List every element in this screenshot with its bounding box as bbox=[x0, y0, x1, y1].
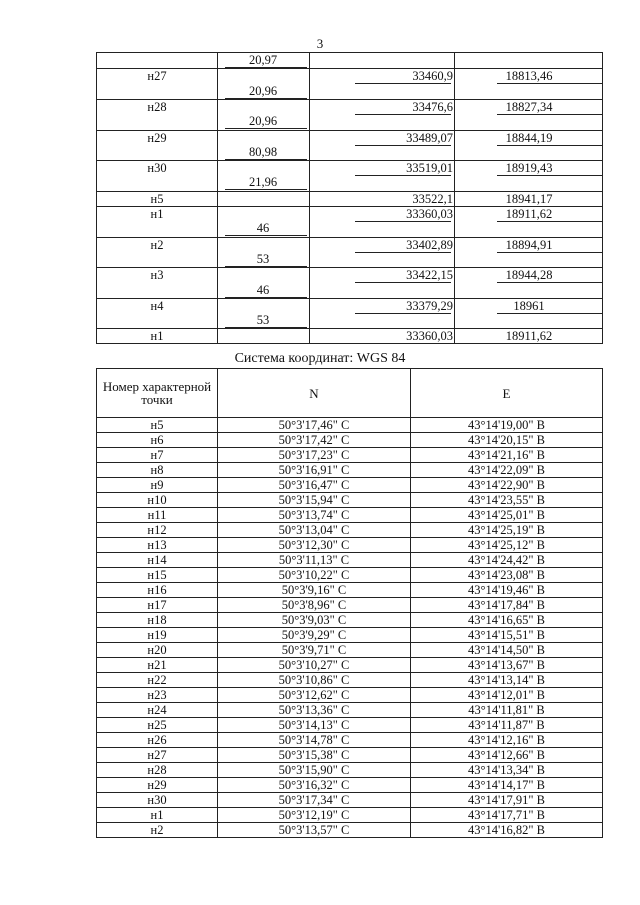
n-coordinate: 50°3'13,36" С bbox=[278, 702, 350, 717]
point-name-cell bbox=[97, 808, 218, 823]
point-name-cell bbox=[97, 628, 218, 643]
table-row bbox=[97, 418, 603, 433]
n-coordinate: 50°3'8,96" С bbox=[281, 597, 347, 612]
e-coordinate: 43°14'19,46" В bbox=[468, 582, 545, 597]
point-name-cell bbox=[97, 613, 218, 628]
e-coordinate: 43°14'25,19" В bbox=[468, 522, 545, 537]
n-coordinate: 50°3'10,27" С bbox=[278, 657, 350, 672]
e-coordinate-cell bbox=[411, 433, 603, 448]
table-row bbox=[97, 553, 603, 568]
point-name: н1 bbox=[150, 807, 164, 822]
x-coordinate: 33519,01 bbox=[406, 161, 453, 176]
n-coordinate: 50°3'9,29" С bbox=[281, 627, 347, 642]
point-name: н30 bbox=[147, 161, 167, 176]
point-name: н26 bbox=[147, 732, 167, 747]
point-name-cell bbox=[97, 793, 218, 808]
x-coordinate: 33360,03 bbox=[406, 207, 453, 221]
point-name: н24 bbox=[147, 702, 167, 717]
n-coordinate-cell bbox=[218, 703, 411, 718]
n-coordinate-cell bbox=[218, 538, 411, 553]
point-name: н19 bbox=[147, 627, 167, 642]
x-coordinate: 33489,07 bbox=[406, 130, 453, 145]
table-row bbox=[97, 778, 603, 793]
x-coordinate: 33379,29 bbox=[406, 298, 453, 313]
n-coordinate: 50°3'17,23" С bbox=[278, 447, 350, 462]
point-name-cell bbox=[97, 493, 218, 508]
point-name: н7 bbox=[150, 447, 164, 462]
n-coordinate-cell bbox=[218, 628, 411, 643]
e-coordinate-cell bbox=[411, 748, 603, 763]
table-row bbox=[97, 433, 603, 448]
point-name: н28 bbox=[147, 99, 167, 114]
point-name: н28 bbox=[147, 762, 167, 777]
n-coordinate: 50°3'17,34" С bbox=[278, 792, 350, 807]
y-coordinate: 18961 bbox=[513, 298, 545, 313]
distance-row bbox=[97, 221, 602, 236]
distance-row bbox=[97, 145, 602, 160]
table-row bbox=[97, 763, 603, 778]
n-coordinate-cell bbox=[218, 673, 411, 688]
n-coordinate: 50°3'13,57" С bbox=[278, 822, 350, 837]
boundary-table bbox=[96, 52, 603, 344]
e-coordinate-cell bbox=[411, 553, 603, 568]
e-coordinate-cell bbox=[411, 763, 603, 778]
point-name: н21 bbox=[147, 657, 167, 672]
table-row bbox=[97, 748, 603, 763]
point-name: н4 bbox=[150, 298, 164, 313]
point-name: н27 bbox=[147, 747, 167, 762]
point-name: н1 bbox=[150, 329, 164, 344]
point-name-cell bbox=[97, 463, 218, 478]
y-coordinate: 18827,34 bbox=[505, 99, 553, 114]
e-coordinate-cell bbox=[411, 463, 603, 478]
distance-value: 21,96 bbox=[248, 175, 278, 190]
point-name: н1 bbox=[150, 207, 164, 221]
e-coordinate: 43°14'14,50" В bbox=[468, 642, 545, 657]
table-row bbox=[97, 793, 603, 808]
x-coordinate: 33522,1 bbox=[412, 191, 453, 206]
n-coordinate: 50°3'14,78" С bbox=[278, 732, 350, 747]
table-row bbox=[97, 613, 603, 628]
n-coordinate-cell bbox=[218, 643, 411, 658]
point-name: н17 bbox=[147, 597, 167, 612]
y-coordinate: 18941,17 bbox=[505, 191, 553, 206]
point-row bbox=[97, 328, 602, 344]
point-name-cell bbox=[97, 703, 218, 718]
x-coordinate: 33422,15 bbox=[406, 268, 453, 283]
n-coordinate: 50°3'15,90" С bbox=[278, 762, 350, 777]
point-name-cell bbox=[97, 688, 218, 703]
point-name-cell bbox=[97, 523, 218, 538]
point-name: н13 bbox=[147, 537, 167, 552]
n-coordinate-cell bbox=[218, 733, 411, 748]
point-name-cell bbox=[97, 538, 218, 553]
point-name: н10 bbox=[147, 492, 167, 507]
n-coordinate-cell bbox=[218, 808, 411, 823]
e-coordinate-cell bbox=[411, 493, 603, 508]
table-row bbox=[97, 568, 603, 583]
table-row bbox=[97, 808, 603, 823]
point-row bbox=[97, 298, 602, 314]
point-name: н27 bbox=[147, 69, 167, 84]
n-coordinate-cell bbox=[218, 598, 411, 613]
n-coordinate-cell bbox=[218, 418, 411, 433]
point-name: н3 bbox=[150, 268, 164, 283]
table-row bbox=[97, 448, 603, 463]
distance-value: 80,98 bbox=[248, 144, 278, 159]
table-row bbox=[97, 463, 603, 478]
table-row bbox=[97, 598, 603, 613]
n-coordinate: 50°3'17,42" С bbox=[278, 432, 350, 447]
point-name: н23 bbox=[147, 687, 167, 702]
point-row bbox=[97, 191, 602, 207]
point-row bbox=[97, 130, 602, 146]
page-number: 3 bbox=[316, 36, 324, 51]
e-coordinate-cell bbox=[411, 658, 603, 673]
e-coordinate-cell bbox=[411, 448, 603, 463]
y-coordinate: 18944,28 bbox=[505, 268, 553, 283]
coordinates-table bbox=[96, 368, 603, 838]
distance-row bbox=[97, 313, 602, 328]
point-name: н18 bbox=[147, 612, 167, 627]
n-coordinate-cell bbox=[218, 553, 411, 568]
y-coordinate: 18813,46 bbox=[505, 69, 553, 84]
e-coordinate: 43°14'12,66" В bbox=[468, 747, 545, 762]
e-coordinate-cell bbox=[411, 418, 603, 433]
e-coordinate: 43°14'11,81" В bbox=[468, 702, 545, 717]
n-coordinate: 50°3'12,19" С bbox=[278, 807, 350, 822]
point-name: н2 bbox=[150, 822, 164, 837]
table-row bbox=[97, 703, 603, 718]
e-coordinate: 43°14'17,91" В bbox=[468, 792, 545, 807]
y-coordinate: 18911,62 bbox=[505, 207, 553, 221]
x-coordinate: 33476,6 bbox=[412, 99, 453, 114]
e-coordinate-cell bbox=[411, 793, 603, 808]
point-name-cell bbox=[97, 553, 218, 568]
n-coordinate-cell bbox=[218, 433, 411, 448]
point-name-cell bbox=[97, 433, 218, 448]
point-row bbox=[97, 237, 602, 253]
table-row bbox=[97, 733, 603, 748]
n-coordinate-cell bbox=[218, 763, 411, 778]
point-row bbox=[97, 68, 602, 84]
x-coordinate: 33360,03 bbox=[406, 329, 453, 344]
e-coordinate: 43°14'13,34" В bbox=[468, 762, 545, 777]
e-coordinate-cell bbox=[411, 598, 603, 613]
point-name: н2 bbox=[150, 237, 164, 252]
header-e: E bbox=[411, 369, 603, 418]
e-coordinate: 43°14'12,16" В bbox=[468, 732, 545, 747]
e-coordinate-cell bbox=[411, 568, 603, 583]
n-coordinate: 50°3'15,94" С bbox=[278, 492, 350, 507]
e-coordinate: 43°14'16,65" В bbox=[468, 612, 545, 627]
point-name-cell bbox=[97, 718, 218, 733]
point-name-cell bbox=[97, 778, 218, 793]
point-name: н29 bbox=[147, 130, 167, 145]
distance-value: 53 bbox=[256, 313, 270, 328]
e-coordinate: 43°14'17,71" В bbox=[468, 807, 545, 822]
table-row bbox=[97, 688, 603, 703]
point-row bbox=[97, 160, 602, 176]
point-name: н30 bbox=[147, 792, 167, 807]
point-name-cell bbox=[97, 658, 218, 673]
table-row bbox=[97, 673, 603, 688]
n-coordinate-cell bbox=[218, 778, 411, 793]
point-name-cell bbox=[97, 643, 218, 658]
n-coordinate-cell bbox=[218, 463, 411, 478]
distance-value: 46 bbox=[256, 221, 270, 236]
point-name: н29 bbox=[147, 777, 167, 792]
e-coordinate: 43°14'22,09" В bbox=[468, 462, 545, 477]
point-name-cell bbox=[97, 508, 218, 523]
n-coordinate: 50°3'12,62" С bbox=[278, 687, 350, 702]
point-name: н22 bbox=[147, 672, 167, 687]
point-name-cell bbox=[97, 598, 218, 613]
e-coordinate-cell bbox=[411, 823, 603, 838]
table-row bbox=[97, 523, 603, 538]
value-underline bbox=[497, 343, 602, 344]
e-coordinate: 43°14'15,51" В bbox=[468, 627, 545, 642]
point-name: н11 bbox=[147, 507, 167, 522]
n-coordinate-cell bbox=[218, 478, 411, 493]
n-coordinate: 50°3'9,71" С bbox=[281, 642, 347, 657]
distance-row bbox=[97, 252, 602, 267]
n-coordinate-cell bbox=[218, 523, 411, 538]
table-row bbox=[97, 478, 603, 493]
e-coordinate-cell bbox=[411, 688, 603, 703]
table-row bbox=[97, 583, 603, 598]
point-name-cell bbox=[97, 478, 218, 493]
n-coordinate-cell bbox=[218, 748, 411, 763]
point-name: н12 bbox=[147, 522, 167, 537]
n-coordinate: 50°3'16,91" С bbox=[278, 462, 350, 477]
distance-value: 20,96 bbox=[248, 114, 278, 129]
y-coordinate: 18844,19 bbox=[505, 130, 553, 145]
distance-row bbox=[97, 175, 602, 190]
point-name-cell bbox=[97, 583, 218, 598]
n-coordinate-cell bbox=[218, 568, 411, 583]
e-coordinate: 43°14'23,08" В bbox=[468, 567, 545, 582]
n-coordinate: 50°3'10,22" С bbox=[278, 567, 350, 582]
distance-value: 53 bbox=[256, 251, 270, 266]
table-row bbox=[97, 718, 603, 733]
n-coordinate: 50°3'17,46" С bbox=[278, 417, 350, 432]
distance-row bbox=[97, 53, 602, 68]
header-n: N bbox=[218, 369, 411, 418]
e-coordinate-cell bbox=[411, 508, 603, 523]
n-coordinate: 50°3'11,13" С bbox=[278, 552, 350, 567]
distance-value: 20,97 bbox=[248, 53, 278, 67]
n-coordinate: 50°3'13,04" С bbox=[278, 522, 350, 537]
n-coordinate-cell bbox=[218, 718, 411, 733]
e-coordinate-cell bbox=[411, 778, 603, 793]
n-coordinate-cell bbox=[218, 448, 411, 463]
table-row bbox=[97, 823, 603, 838]
e-coordinate: 43°14'13,14" В bbox=[468, 672, 545, 687]
n-coordinate: 50°3'9,03" С bbox=[281, 612, 347, 627]
e-coordinate: 43°14'20,15" В bbox=[468, 432, 545, 447]
e-coordinate-cell bbox=[411, 523, 603, 538]
point-name: н14 bbox=[147, 552, 167, 567]
n-coordinate: 50°3'13,74" С bbox=[278, 507, 350, 522]
table-row bbox=[97, 538, 603, 553]
n-coordinate: 50°3'9,16" С bbox=[281, 582, 347, 597]
e-coordinate: 43°14'11,87" В bbox=[468, 717, 545, 732]
e-coordinate: 43°14'19,00" В bbox=[468, 417, 545, 432]
point-name: н15 bbox=[147, 567, 167, 582]
e-coordinate-cell bbox=[411, 628, 603, 643]
n-coordinate-cell bbox=[218, 613, 411, 628]
table-header-row bbox=[97, 369, 603, 418]
n-coordinate-cell bbox=[218, 793, 411, 808]
n-coordinate: 50°3'15,38" С bbox=[278, 747, 350, 762]
point-name-cell bbox=[97, 733, 218, 748]
n-coordinate-cell bbox=[218, 508, 411, 523]
point-name-cell bbox=[97, 763, 218, 778]
point-name-cell bbox=[97, 823, 218, 838]
coordinate-system-caption: Система координат: WGS 84 bbox=[234, 351, 406, 366]
e-coordinate: 43°14'25,01" В bbox=[468, 507, 545, 522]
e-coordinate: 43°14'22,90" В bbox=[468, 477, 545, 492]
point-name-cell bbox=[97, 418, 218, 433]
e-coordinate-cell bbox=[411, 718, 603, 733]
n-coordinate-cell bbox=[218, 493, 411, 508]
n-coordinate-cell bbox=[218, 658, 411, 673]
y-coordinate: 18894,91 bbox=[505, 237, 553, 252]
point-name-cell bbox=[97, 448, 218, 463]
n-coordinate: 50°3'16,32" С bbox=[278, 777, 350, 792]
value-underline bbox=[355, 343, 451, 344]
point-name-cell bbox=[97, 568, 218, 583]
n-coordinate-cell bbox=[218, 688, 411, 703]
point-row bbox=[97, 99, 602, 115]
n-coordinate: 50°3'10,86" С bbox=[278, 672, 350, 687]
e-coordinate: 43°14'12,01" В bbox=[468, 687, 545, 702]
e-coordinate: 43°14'25,12" В bbox=[468, 537, 545, 552]
n-coordinate: 50°3'12,30" С bbox=[278, 537, 350, 552]
x-coordinate: 33460,9 bbox=[412, 69, 453, 84]
e-coordinate: 43°14'14,17" В bbox=[468, 777, 545, 792]
e-coordinate-cell bbox=[411, 733, 603, 748]
n-coordinate: 50°3'14,13" С bbox=[278, 717, 350, 732]
n-coordinate-cell bbox=[218, 583, 411, 598]
e-coordinate: 43°14'23,55" В bbox=[468, 492, 545, 507]
e-coordinate: 43°14'17,84" В bbox=[468, 597, 545, 612]
e-coordinate: 43°14'21,16" В bbox=[468, 447, 545, 462]
e-coordinate-cell bbox=[411, 643, 603, 658]
point-name: н6 bbox=[150, 432, 164, 447]
distance-value: 20,96 bbox=[248, 83, 278, 98]
point-name: н5 bbox=[150, 191, 164, 206]
e-coordinate-cell bbox=[411, 673, 603, 688]
e-coordinate-cell bbox=[411, 583, 603, 598]
e-coordinate-cell bbox=[411, 808, 603, 823]
point-row bbox=[97, 267, 602, 283]
point-row bbox=[97, 206, 602, 222]
distance-row bbox=[97, 84, 602, 99]
table-row bbox=[97, 628, 603, 643]
distance-row bbox=[97, 114, 602, 129]
point-name: н9 bbox=[150, 477, 164, 492]
e-coordinate: 43°14'16,82" В bbox=[468, 822, 545, 837]
table-row bbox=[97, 493, 603, 508]
point-name: н8 bbox=[150, 462, 164, 477]
point-name: н16 bbox=[147, 582, 167, 597]
table-row bbox=[97, 508, 603, 523]
e-coordinate: 43°14'24,42" В bbox=[468, 552, 545, 567]
n-coordinate: 50°3'16,47" С bbox=[278, 477, 350, 492]
e-coordinate: 43°14'13,67" В bbox=[468, 657, 545, 672]
e-coordinate-cell bbox=[411, 613, 603, 628]
e-coordinate-cell bbox=[411, 478, 603, 493]
y-coordinate: 18919,43 bbox=[505, 161, 553, 176]
x-coordinate: 33402,89 bbox=[406, 237, 453, 252]
point-name: н25 bbox=[147, 717, 167, 732]
e-coordinate-cell bbox=[411, 703, 603, 718]
header-point-number: Номер характерной точки bbox=[97, 369, 218, 418]
point-name-cell bbox=[97, 748, 218, 763]
table-row bbox=[97, 643, 603, 658]
n-coordinate-cell bbox=[218, 823, 411, 838]
point-name: н20 bbox=[147, 642, 167, 657]
e-coordinate-cell bbox=[411, 538, 603, 553]
table-row bbox=[97, 658, 603, 673]
point-name: н5 bbox=[150, 417, 164, 432]
distance-row bbox=[97, 283, 602, 298]
distance-value: 46 bbox=[256, 282, 270, 297]
y-coordinate: 18911,62 bbox=[505, 329, 553, 344]
point-name-cell bbox=[97, 673, 218, 688]
